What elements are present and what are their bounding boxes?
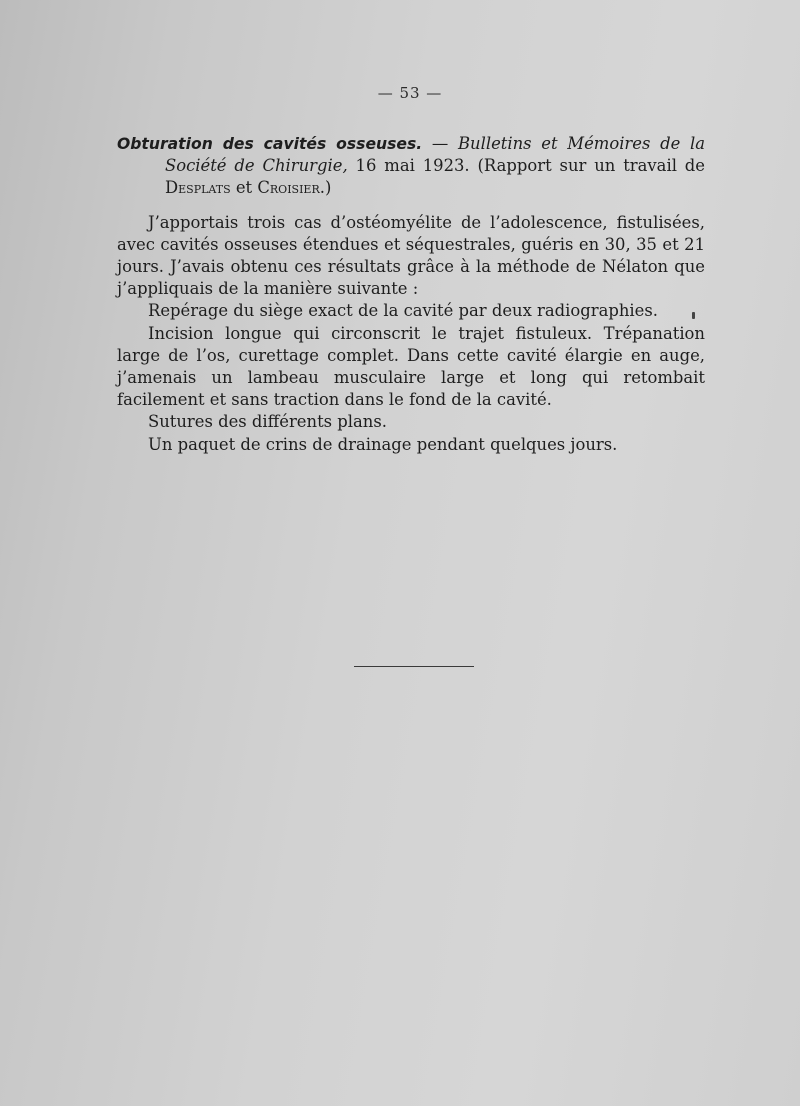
page-number: — 53 — bbox=[377, 84, 443, 102]
reference-author: Desplats bbox=[165, 178, 231, 198]
paragraph: Incision longue qui circonscrit le trajet fistuleux. Trépanation large de l’os, curettage complet. Dans cette cavité élargie en auge, j’amenais un lambeau musculaire large et long qui retombait facilement et sans traction dans le fond de la cavité. bbox=[117, 323, 705, 410]
paragraph: J’apportais trois cas d’ostéomyélite de l’adolescence, fistulisées, avec cavités osseuses étendues et séquestrales, guéris en 30, 35 et 21 jours. J’avais obtenu ces résultats grâce à la méthode de Nélaton que j’appliquais de la manière suivante : bbox=[117, 212, 705, 299]
section-divider bbox=[354, 666, 474, 667]
ink-speck bbox=[692, 312, 695, 319]
reference-closing: .) bbox=[319, 178, 332, 198]
bibliographic-reference bbox=[117, 133, 705, 200]
paragraph: Sutures des différents plans. bbox=[148, 412, 387, 432]
text-body bbox=[117, 133, 705, 456]
reference-dash: — bbox=[422, 134, 459, 153]
reference-journal: Bulletins et Mémoires de la Société de Chirurgie, bbox=[165, 134, 705, 176]
reference-title: Obturation des cavités osseuses. bbox=[117, 135, 423, 153]
reference-joiner: et bbox=[230, 178, 258, 198]
reference-author: Croisier bbox=[257, 178, 320, 198]
reference-date: 16 mai 1923. (Rapport sur un travail de bbox=[347, 156, 706, 176]
paragraph: Un paquet de crins de drainage pendant quelques jours. bbox=[148, 434, 618, 454]
paragraph: Repérage du siège exact de la cavité par deux radiographies. bbox=[148, 301, 658, 321]
